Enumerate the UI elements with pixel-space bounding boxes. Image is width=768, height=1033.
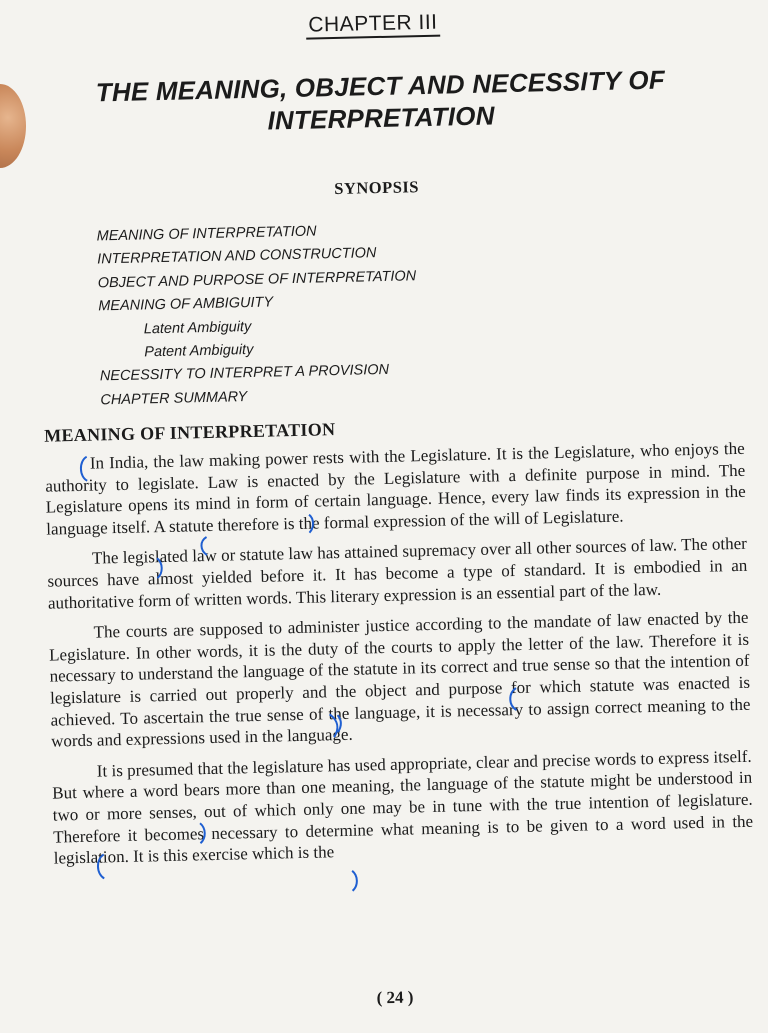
synopsis-heading: SYNOPSIS [334, 177, 420, 199]
page-number: ( 24 ) [376, 987, 414, 1008]
synopsis-list [96, 218, 419, 412]
synopsis-subitem: Patent Ambiguity [144, 341, 254, 361]
pen-bracket-open-icon [92, 852, 107, 880]
synopsis-item: NECESSITY TO INTERPRET A PROVISION [99, 362, 390, 385]
pen-bracket-close-icon [154, 557, 166, 579]
chapter-title [30, 62, 731, 142]
body-paragraph: The legislated law or statute law has attained supremacy over all other sources of law. The other sources have almost yielded before it. It has become a type of standard. It is embodied in an authoritative form of written words. This literary expression is an essential part of the law. [47, 534, 748, 613]
pen-bracket-open-icon [197, 536, 209, 556]
pen-bracket-close-icon [197, 822, 209, 844]
pen-bracket-close-icon [328, 712, 347, 738]
chapter-title-line-1: THE MEANING, OBJECT AND NECESSITY OF [95, 64, 666, 108]
pen-bracket-close-icon [349, 870, 361, 892]
synopsis-subitem: Latent Ambiguity [143, 318, 252, 338]
chapter-label: CHAPTER III [0, 3, 757, 44]
pen-bracket-close-icon [306, 513, 318, 533]
pen-bracket-open-icon [75, 455, 90, 483]
synopsis-item: MEANING OF INTERPRETATION [96, 223, 317, 245]
pen-bracket-open-icon [504, 687, 519, 711]
body-paragraph: The courts are supposed to administer justice according to the mandate of law enacted by the Legislature. In other words, it is the duty of the courts to apply the letter of the law. Therefore it is necessary to understand the language of the statute in its correct and true sense so that the intention of legislature is carried out properly and the object and purpose for which statute was enacted is achieved. To ascertain the true sense of the language, it is necessary to assign correct meaning to the words and expressions used in the language. [48, 607, 751, 751]
chapter-title-line-2: INTERPRETATION [267, 100, 495, 136]
section-body [45, 438, 754, 878]
body-paragraph: In India, the law making power rests with the Legislature. It is the Legislature, who enjoys the authority to legislate. Law is enacted by the Legislature with a definite purpose in mind. The Legislature opens its mind in form of certain language. Hence, every law finds its expression in the language itself. A statute therefore is the formal expression of the will of Legislature. [45, 438, 746, 539]
synopsis-item: CHAPTER SUMMARY [100, 388, 248, 409]
section-heading: MEANING OF INTERPRETATION [43, 419, 336, 446]
synopsis-item: MEANING OF AMBIGUITY [98, 294, 274, 315]
synopsis-item: INTERPRETATION AND CONSTRUCTION [97, 245, 377, 268]
body-paragraph: It is presumed that the legislature has used appropriate, clear and precise words to express itself. But where a word bears more than one meaning, the language of the statute might be understood in two or more senses, out of which only one may be in tune with the true intention of legislature. Therefore it becomes necessary to determine what meaning is to be given to a word used in the legislation. It is this exercise which is the [52, 746, 754, 868]
synopsis-item: OBJECT AND PURPOSE OF INTERPRETATION [97, 268, 417, 292]
